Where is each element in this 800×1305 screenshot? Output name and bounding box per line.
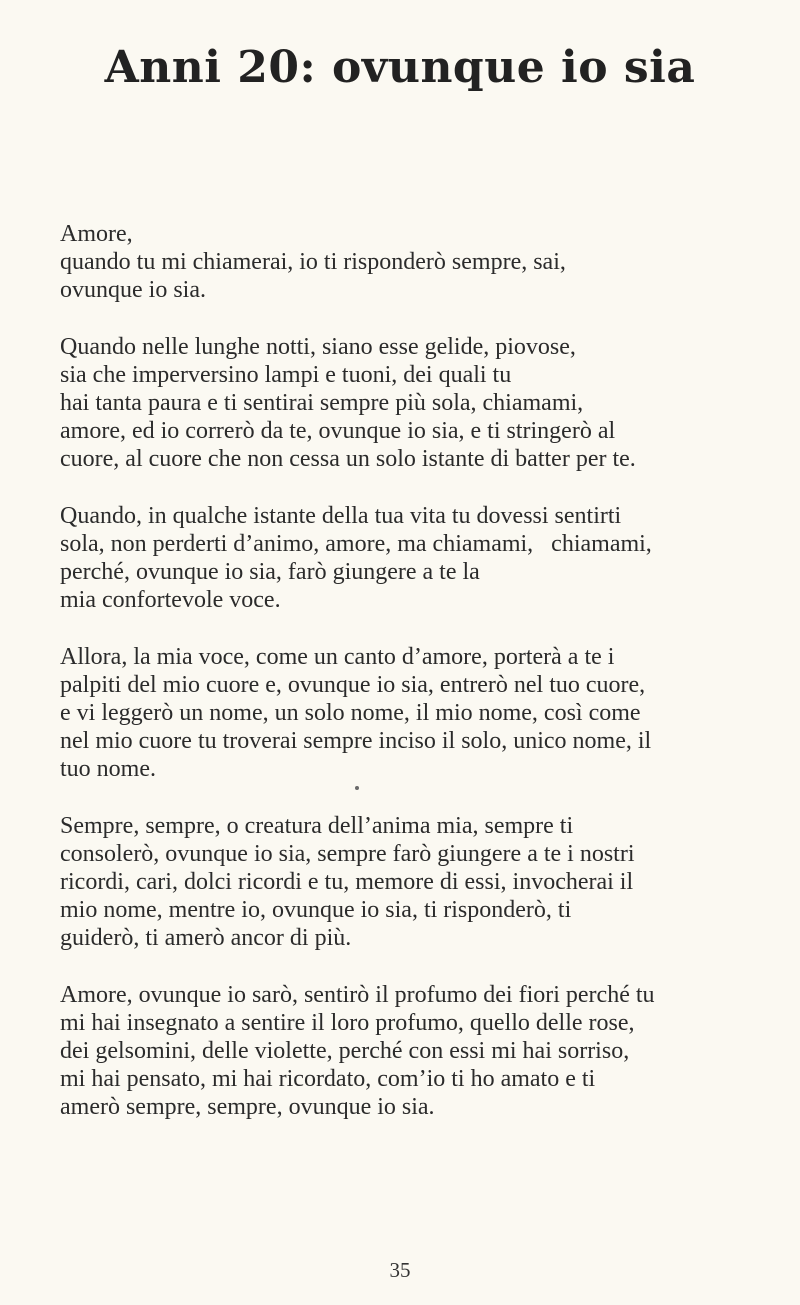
poem-line: Amore,: [60, 221, 133, 247]
poem-line: mi hai insegnato a sentire il loro profumo, quello delle rose,: [60, 1010, 635, 1036]
poem-line: hai tanta paura e ti sentirai sempre più sola, chiamami,: [60, 390, 584, 416]
poem-line: consolerò, ovunque io sia, sempre farò giungere a te i nostri: [60, 841, 635, 867]
poem-line: quando tu mi chiamerai, io ti risponderò sempre, sai,: [60, 249, 566, 275]
stanza: [60, 643, 760, 783]
poem-line: Amore, ovunque io sarò, sentirò il profumo dei fiori perché tu: [60, 982, 655, 1008]
poem-line: sola, non perderti d’animo, amore, ma chiamami, chiamami,: [60, 531, 652, 557]
poem-line: tuo nome.: [60, 756, 156, 782]
poem-line: mi hai pensato, mi hai ricordato, com’io ti ho amato e ti: [60, 1066, 596, 1092]
poem-line: e vi leggerò un nome, un solo nome, il mio nome, così come: [60, 700, 641, 726]
poem-body: [60, 220, 760, 1150]
poem-line: Allora, la mia voce, come un canto d’amore, porterà a te i: [60, 644, 615, 670]
poem-line: Sempre, sempre, o creatura dell’anima mia, sempre ti: [60, 813, 574, 839]
stanza: [60, 981, 760, 1121]
page-number: 35: [389, 1258, 411, 1282]
poem-line: cuore, al cuore che non cessa un solo istante di batter per te.: [60, 446, 636, 472]
stanza: [60, 502, 760, 614]
poem-title: Anni 20: ovunque io sia: [104, 42, 696, 93]
poem-line: sia che imperversino lampi e tuoni, dei quali tu: [60, 362, 512, 388]
poem-line: ovunque io sia.: [60, 277, 206, 303]
stanza: [60, 333, 760, 473]
poem-line: guiderò, ti amerò ancor di più.: [60, 925, 352, 951]
poem-line: Quando nelle lunghe notti, siano esse gelide, piovose,: [60, 334, 576, 360]
stanza: [60, 220, 760, 304]
poem-line: amore, ed io correrò da te, ovunque io sia, e ti stringerò al: [60, 418, 616, 444]
poem-line: dei gelsomini, delle violette, perché con essi mi hai sorriso,: [60, 1038, 630, 1064]
poem-line: palpiti del mio cuore e, ovunque io sia, entrerò nel tuo cuore,: [60, 672, 646, 698]
poem-line: mio nome, mentre io, ovunque io sia, ti risponderò, ti: [60, 897, 572, 923]
poem-line: amerò sempre, sempre, ovunque io sia.: [60, 1094, 435, 1120]
poem-line: nel mio cuore tu troverai sempre inciso il solo, unico nome, il: [60, 728, 652, 754]
stanza: [60, 812, 760, 952]
poem-line: Quando, in qualche istante della tua vita tu dovessi sentirti: [60, 503, 622, 529]
ink-speck: [355, 786, 359, 790]
poem-line: mia confortevole voce.: [60, 587, 281, 613]
poem-line: perché, ovunque io sia, farò giungere a te la: [60, 559, 480, 585]
poem-line: ricordi, cari, dolci ricordi e tu, memore di essi, invocherai il: [60, 869, 634, 895]
